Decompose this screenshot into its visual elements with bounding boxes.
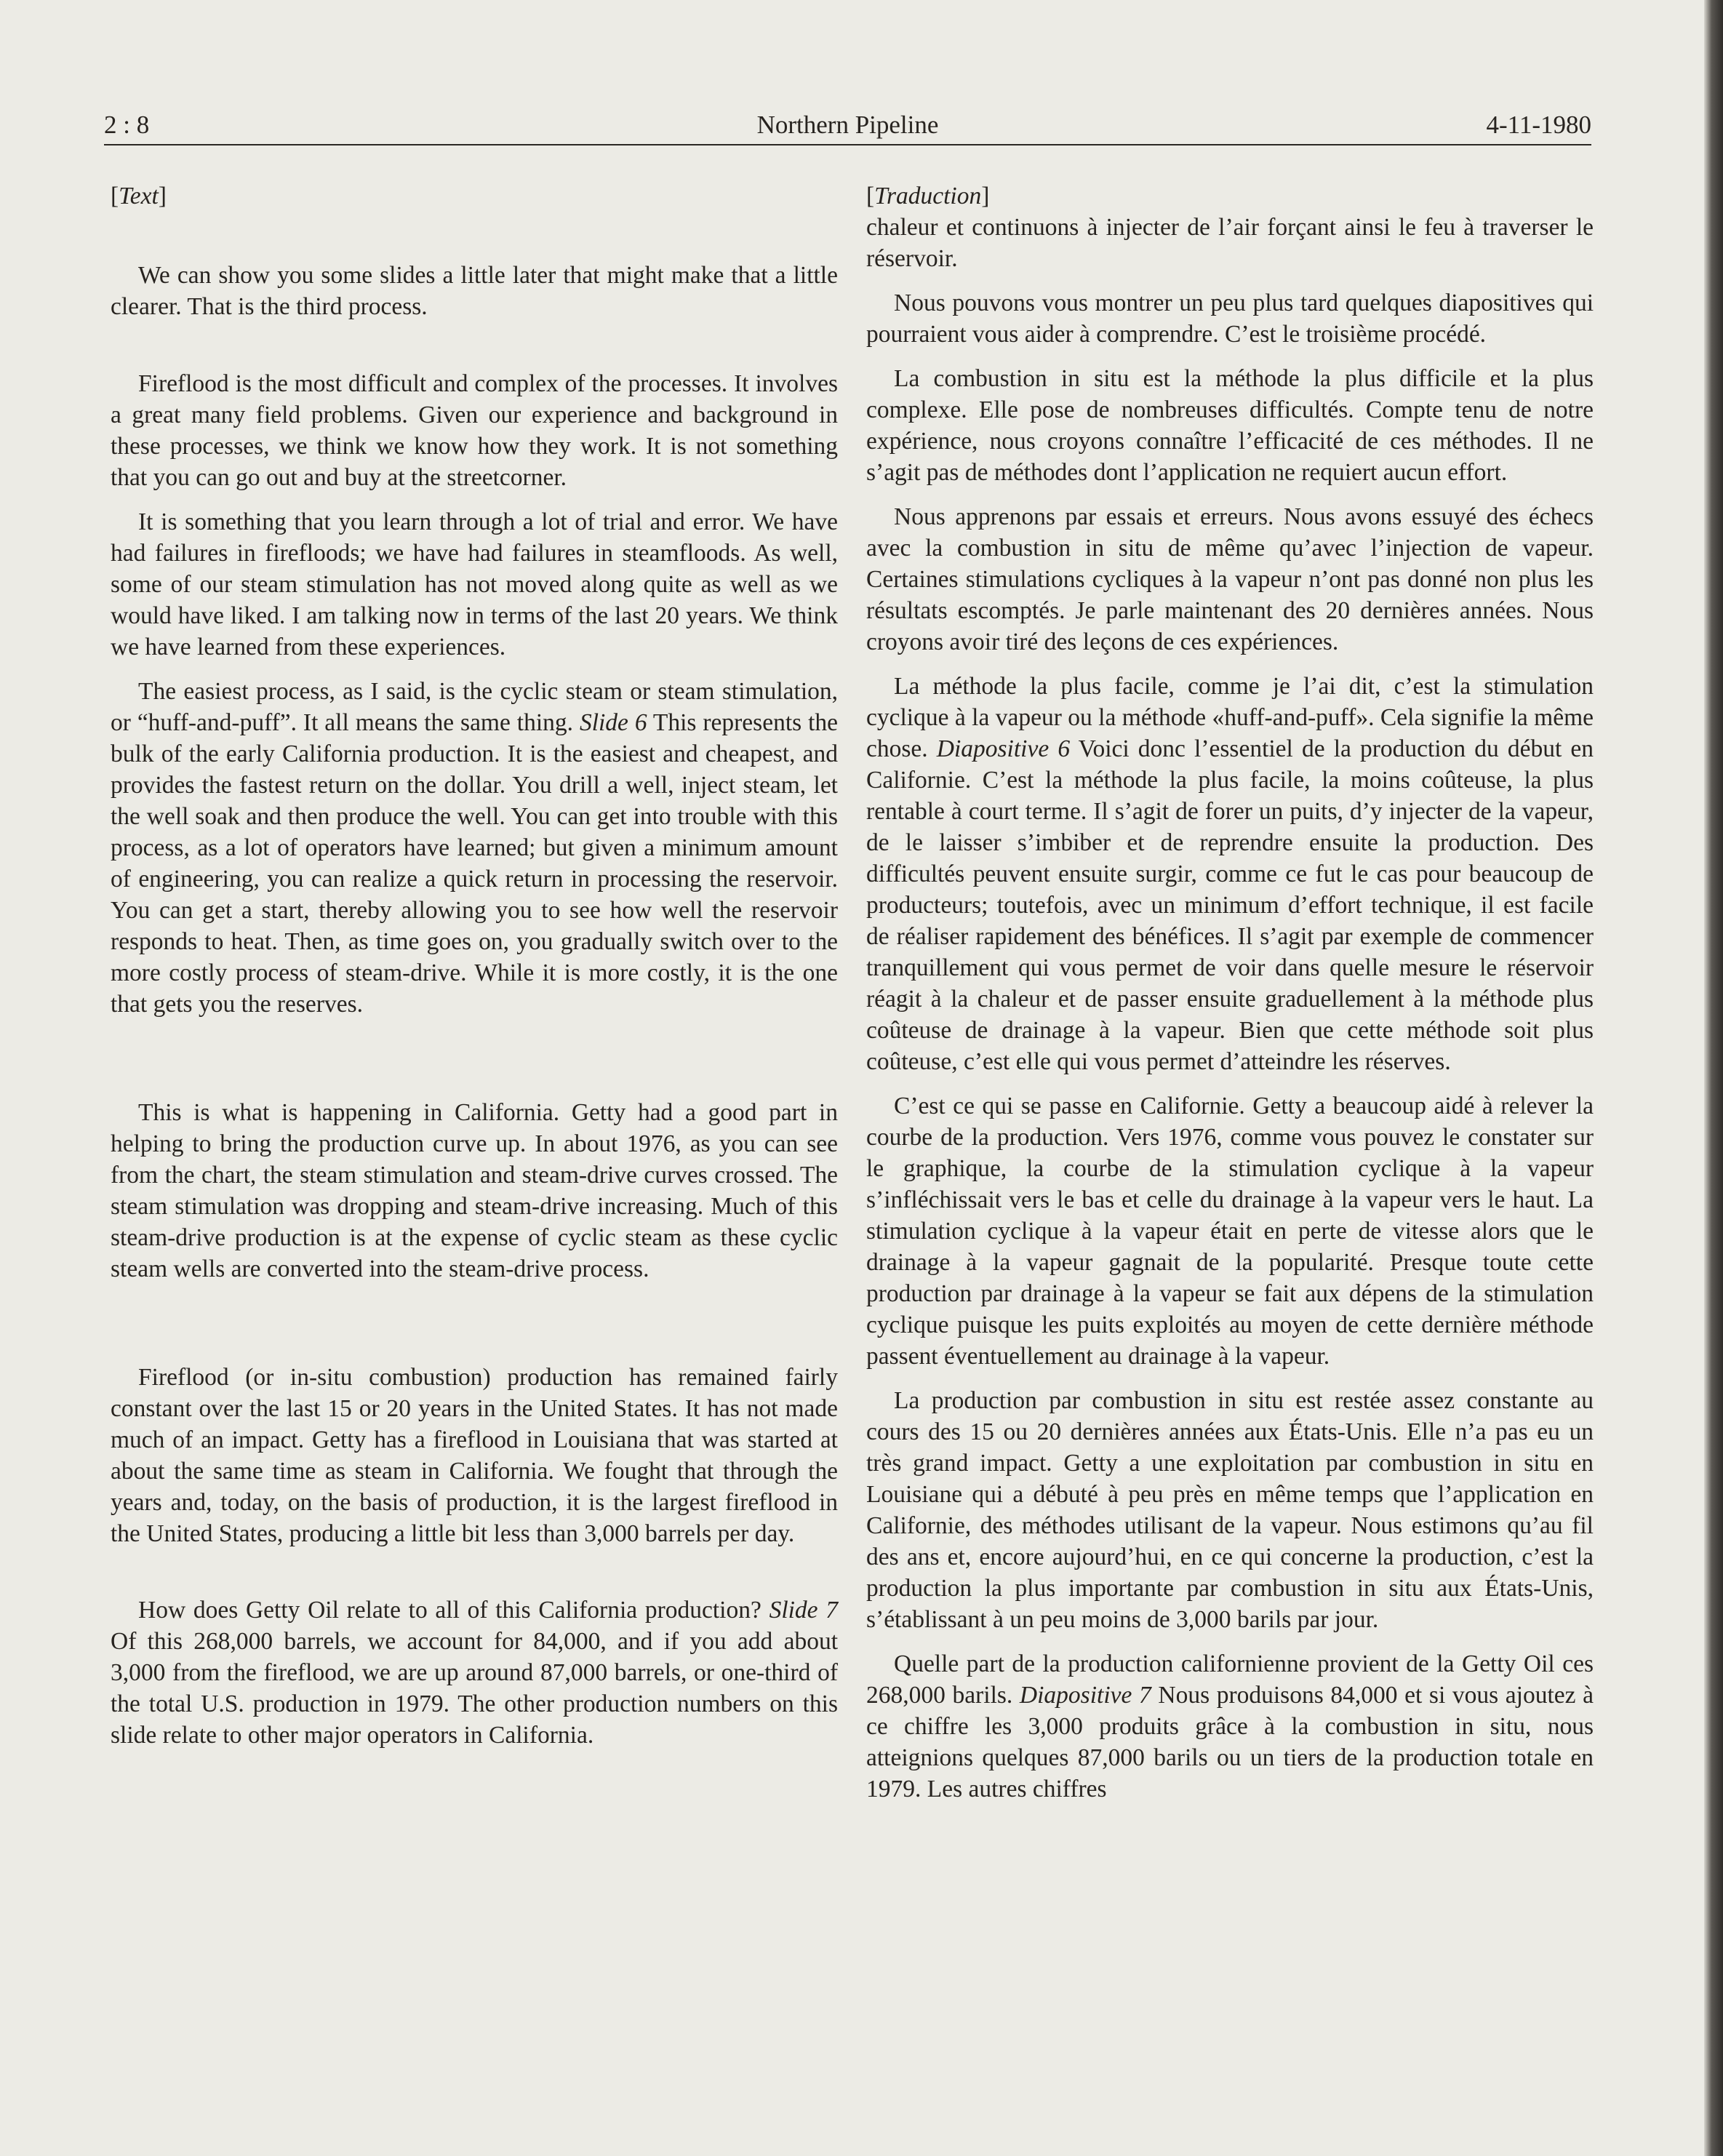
paragraph: Fireflood (or in-situ combustion) production has remained fairly constant over the last 15 or 20 years in the United States. It has not made much of an impact. Getty has a fireflood in Louisiana that was started at about the same time as steam in California. We fought that through the years and, today, on the basis of production, it is the largest fireflood in the United States, producing a little bit less than 3,000 barrels per day. (111, 1364, 838, 1547)
paragraph: Fireflood is the most difficult and complex of the processes. It involves a great many field problems. Given our experience and background in these processes, we think we know how they work. It is not something that you can go out and buy at the streetcorner. (111, 370, 838, 491)
french-column (866, 180, 1594, 1805)
paragraph: Quelle part de la production californienne provient de la Getty Oil ces 268,000 barils. Diapositive 7 Nous produisons 84,000 et si vous ajoutez à ce chiffre les 3,000 produits grâce à la combustion in situ, nous atteignions quelques 87,000 barils ou un tiers de la production totale en 1979. Les autres chiffres (866, 1650, 1594, 1802)
header-divider (104, 144, 1591, 145)
paragraph: This is what is happening in California. Getty had a good part in helping to bring the production curve up. In about 1976, as you can see from the chart, the steam stimulation and steam-drive curves crossed. The steam stimulation was dropping and steam-drive increasing. Much of this steam-drive production is at the expense of cyclic steam as these cyclic steam wells are converted into the steam-drive process. (111, 1099, 838, 1282)
paragraph: chaleur et continuons à injecter de l’air forçant ainsi le feu à traverser le réservoir. (866, 214, 1594, 272)
page-binding-edge (1704, 0, 1723, 2156)
paragraph: We can show you some slides a little later that might make that a little clearer. That is the third process. (111, 262, 838, 320)
paragraph: The easiest process, as I said, is the cyclic steam or steam stimulation, or “huff-and-puff”. It all means the same thing. Slide 6 This represents the bulk of the early California production. It is the easiest and cheapest, and provides the fastest return on the dollar. You drill a well, inject steam, let the well soak and then produce the well. You can get into trouble with this process, as a lot of operators have learned; but given a minimum amount of engineering, you can realize a quick return in processing the reservoir. You can get a start, thereby allowing you to see how well the reservoir responds to heat. Then, as time goes on, you gradually switch over to the more costly process of steam-drive. While it is more costly, it is the one that gets you the reserves. (111, 678, 839, 1018)
publication-date: 4-11-1980 (1486, 111, 1591, 139)
column-label-text: [Text] (111, 183, 167, 209)
paragraph: La production par combustion in situ est restée assez constante au cours des 15 ou 20 dernières années aux États-Unis. Elle n’a pas eu un très grand impact. Getty a une exploitation par combustion in situ en Louisiane qui a débuté à peu près en même temps que l’application en Californie, des méthodes utilisant de la vapeur. Nous estimons qu’au fil des ans et, encore aujourd’hui, en ce qui concerne la production, c’est la production la plus importante par combustion in situ aux États-Unis, s’établissant à un peu moins de 3,000 barils par jour. (866, 1387, 1594, 1633)
page-header (104, 103, 1591, 147)
paragraph: It is something that you learn through a lot of trial and error. We have had failures in firefloods; we have had failures in steamfloods. As well, some of our steam stimulation has not moved along quite as well as we would have liked. I am talking now in terms of the last 20 years. We think we have learned from these experiences. (111, 508, 838, 660)
paragraph: Nous pouvons vous montrer un peu plus tard quelques diapositives qui pourraient vous aider à comprendre. C’est le troisième procédé. (866, 290, 1594, 348)
slide-reference: Slide 7 (769, 1597, 838, 1624)
slide-reference: Diapositive 6 (936, 735, 1071, 762)
column-label-traduction: [Traduction] (866, 183, 990, 209)
paragraph: La combustion in situ est la méthode la plus difficile et la plus complexe. Elle pose de nombreuses difficultés. Compte tenu de notre expérience, nous croyons connaître l’efficacité de ces méthodes. Il ne s’agit pas de méthodes dont l’application ne requiert aucun effort. (866, 365, 1594, 486)
paragraph: C’est ce qui se passe en Californie. Getty a beaucoup aidé à relever la courbe de la production. Vers 1976, comme vous pouvez le constater sur le graphique, la courbe de la stimulation cyclique à la vapeur s’infléchissait vers le bas et celle du drainage à la vapeur vers le haut. La stimulation cyclique à la vapeur était en perte de vitesse alors que le drainage à la vapeur gagnait de la popularité. Presque toute cette production par drainage à la vapeur se fait aux dépens de la stimulation cyclique puisque les puits exploités au moyen de cette dernière méthode passent éventuellement au drainage à la vapeur. (866, 1093, 1594, 1370)
paragraph: La méthode la plus facile, comme je l’ai dit, c’est la stimulation cyclique à la vapeur ou la méthode «huff-and-puff». Cela signifie la même chose. Diapositive 6 Voici donc l’essentiel de la production du début en Californie. C’est la méthode la plus facile, la moins coûteuse, la plus rentable à court terme. Il s’agit de forer un puits, d’y injecter de la vapeur, de le laisser s’imbiber et de reprendre ensuite la production. Des difficultés peuvent ensuite surgir, comme ce fut le cas pour beaucoup de producteurs; toutefois, avec un minimum d’effort technique, il est facile de réaliser rapidement des bénéfices. Il s’agit par exemple de commencer tranquillement qui vous permet de voir dans quelle mesure le réservoir réagit à la chaleur et de passer ensuite graduellement à la méthode plus coûteuse de drainage à la vapeur. Bien que cette méthode soit plus coûteuse, c’est elle qui vous permet d’atteindre les réserves. (866, 673, 1594, 1075)
paragraph: Nous apprenons par essais et erreurs. Nous avons essuyé des échecs avec la combustion in situ de même qu’avec l’injection de vapeur. Certaines stimulations cycliques à la vapeur n’ont pas donné non plus les résultats escomptés. Je parle maintenant des 20 dernières années. Nous croyons avoir tiré des leçons de ces expériences. (866, 503, 1594, 655)
paragraph: How does Getty Oil relate to all of this California production? Slide 7 Of this 268,000 barrels, we account for 84,000, and if you add about 3,000 from the fireflood, we are up around 87,000 barrels, or one-third of the total U.S. production in 1979. The other production numbers on this slide relate to other major operators in California. (111, 1597, 838, 1749)
slide-reference: Slide 6 (579, 709, 647, 736)
english-column (111, 180, 838, 1751)
publication-title: Northern Pipeline (756, 111, 939, 139)
slide-reference: Diapositive 7 (1019, 1682, 1151, 1709)
page-number: 2 : 8 (104, 111, 150, 139)
